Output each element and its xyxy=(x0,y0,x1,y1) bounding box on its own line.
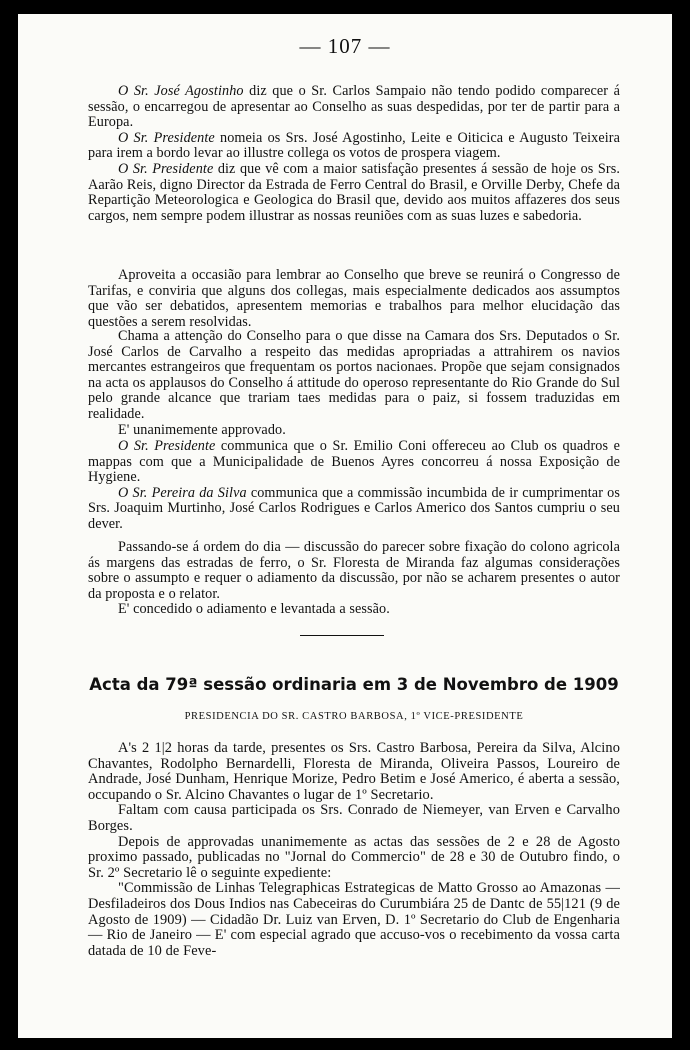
act-title: Acta da 79ª sessão ordinaria em 3 de Novembro de 1909 xyxy=(89,675,619,694)
paragraph xyxy=(88,131,620,162)
paragraph-group-6 xyxy=(88,741,620,959)
page-number: — 107 — xyxy=(299,34,391,58)
paragraph-text: Chama a attenção do Conselho para o que disse na Camara dos Srs. Deputados o Sr. José Carlos de Carvalho a respeito das medidas apropriadas a attrahirem os navios mercantes estrangeiros que frequentam os portos nacionaes. Propõe que sejam consignados na acta os applausos do Conselho á attitude do operoso representante do Rio Grande do Sul pelo grande alcance que trariam taes medidas para o paiz, si fossem traduzidas em realidade. xyxy=(88,328,620,422)
paragraph-group-1 xyxy=(88,84,620,224)
speaker-name: O Sr. Presidente xyxy=(118,160,214,177)
presidency-line: PRESIDENCIA DO SR. CASTRO BARBOSA, 1º VICE-PRESIDENTE xyxy=(184,711,524,722)
paragraph xyxy=(88,439,620,486)
paragraph-text: communica que o Sr. Emilio Coni offereceu ao Club os quadros e mappas com que a Municipalidade de Buenos Ayres concorreu á nossa Exposição de Hygiene. xyxy=(88,438,620,486)
paragraph xyxy=(88,602,620,618)
paragraph xyxy=(88,162,620,224)
speaker-name: O Sr. Presidente xyxy=(118,129,215,146)
paragraph: Depois de approvadas unanimemente as actas das sessões de 2 e 28 de Agosto proximo passado, publicadas no "Jornal do Commercio" de 28 e 30 de Outubro findo, o Sr. 2º Secretario lê o seguinte expediente: xyxy=(88,833,620,881)
paragraph-text: communica que a commissão incumbida de ir cumprimentar os Srs. Joaquim Murtinho, José Carlos Rodrigues e Carlos Americo dos Santos cumpriu o seu dever. xyxy=(88,484,620,532)
document-page xyxy=(18,14,672,1038)
paragraph-group-2 xyxy=(88,268,620,330)
speaker-name: O Sr. José Agostinho xyxy=(118,83,244,99)
paragraph xyxy=(88,268,620,330)
paragraph-text: nomeia os Srs. José Agostinho, Leite e Oiticica e Augusto Teixeira para irem a bordo levar ao illustre collega os votos de prospera viagem. xyxy=(88,129,620,162)
paragraph-text: diz que vê com a maior satisfação presentes á sessão de hoje os Srs. Aarão Reis, digno Director da Estrada de Ferro Central do Brasil, e Orville Derby, Chefe da Repartição Meteorologica e Geologica do Brasil que, devido aos muitos affazeres dos seus cargos, nem sempre podem illustrar as nossas reuniões com as suas luzes e sabedoria. xyxy=(88,160,620,224)
paragraph-text: diz que o Sr. Carlos Sampaio não tendo podido comparecer á sessão, o encarregou de apresentar ao Conselho as suas despedidas, por ter de partir para a Europa. xyxy=(88,83,621,131)
paragraph-group-4 xyxy=(88,439,620,533)
paragraph xyxy=(88,540,620,602)
paragraph xyxy=(88,329,620,423)
paragraph xyxy=(88,486,620,533)
paragraph: Faltam com causa participada os Srs. Conrado de Niemeyer, van Erven e Carvalho Borges. xyxy=(88,802,620,834)
paragraph-text: E' concedido o adiamento e levantada a sessão. xyxy=(118,601,390,618)
speaker-name: O Sr. Pereira da Silva xyxy=(118,484,247,501)
paragraph-group-5 xyxy=(88,540,620,618)
paragraph: "Commissão de Linhas Telegraphicas Estrategicas de Matto Grosso ao Amazonas — Desfiladeiros dos Dous Indios nas Cabeceiras do Curumbiára 25 de Dantc de 55|121 (9 de Agosto de 1909) — Cidadão Dr. Luiz van Erven, D. 1º Secretario do Club de Engenharia — Rio de Janeiro — E' com especial agrado que accuso-vos o recebimento da vossa carta datada de 10 de Feve- xyxy=(88,880,620,959)
paragraph: A's 2 1|2 horas da tarde, presentes os Srs. Castro Barbosa, Pereira da Silva, Alcino Chavantes, Rodolpho Bernardelli, Floresta de Miranda, Oliveira Passos, Loureiro de Andrade, José Dunham, Henrique Morize, Pedro Betim e José Americo, é aberta a sessão, occupando o Sr. Alcino Chavantes o lugar de 1º Secretario. xyxy=(88,740,620,803)
paragraph-text: Passando-se á ordem do dia — discussão do parecer sobre fixação do colono agricola ás margens das estradas de ferro, o Sr. Floresta de Miranda faz algumas considerações sobre o assumpto e requer o adiamento da discussão, por não se acharem presentes o autor da proposta e o relator. xyxy=(88,539,620,602)
paragraph xyxy=(88,84,620,131)
speaker-name: O Sr. Presidente xyxy=(118,438,216,454)
paragraph-text: Aproveita a occasião para lembrar ao Conselho que breve se reunirá o Congresso de Tarifas, e conviria que alguns dos collegas, mais especialmente dedicados aos assumptos que vão ser debatidos, apresentem memorias e trabalhos para melhor elucidação das questões a serem resolvidas. xyxy=(88,267,620,330)
paragraph xyxy=(88,423,620,439)
paragraph-text: E' unanimemente approvado. xyxy=(118,421,286,438)
paragraph-group-3 xyxy=(88,329,620,438)
section-divider xyxy=(300,635,384,636)
